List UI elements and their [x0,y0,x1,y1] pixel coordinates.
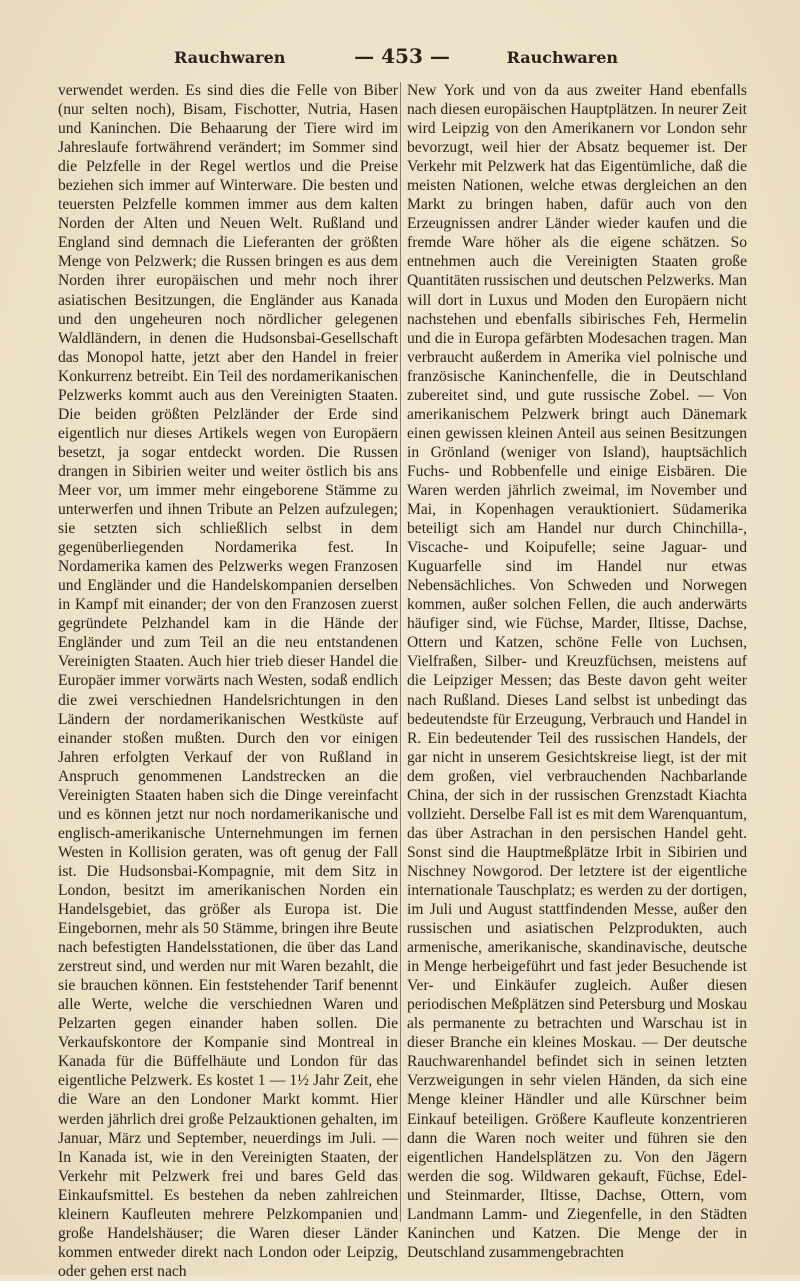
column-divider [400,82,401,1222]
running-header [52,44,748,70]
left-column-text: verwendet werden. Es sind dies die Felle von Biber (nur selten noch), Bisam, Fischotter, Nutria, Hasen und Kaninchen. Die Behaarung der Tiere wird im Jahreslaufe fortwährend verändert; im Sommer sind die Pelzfelle in der Regel wertlos und die Preise beziehen sich immer auf Winterware. Die besten und teuersten Pelzfelle kommen immer aus dem kalten Norden der Alten und Neuen Welt. Rußland und England sind demnach die Lieferanten der größten Menge von Pelzwerk; die Russen bringen es aus dem Norden ihrer europäischen und mehr noch ihrer asiatischen Besitzungen, die Engländer aus Kanada und den ungeheuren noch nördlicher gelegenen Waldländern, in denen die Hudsonsbai-Gesellschaft das Monopol hatte, jetzt aber den Handel in freier Konkurrenz betreibt. Ein Teil des nordamerikanischen Pelzwerks kommt auch aus den Vereinigten Staaten. Die beiden größten Pelzländer der Erde sind eigentlich nur dieses Artikels wegen von Europäern besetzt, ja sogar entdeckt worden. Die Russen drangen in Sibirien weiter und weiter östlich bis ans Meer vor, um immer mehr eingeborene Stämme zu unterwerfen und ihnen Tribute an Pelzen aufzulegen; sie setzten sich schließlich selbst in dem gegenüberliegenden Nordamerika fest. In Nordamerika kamen des Pelzwerks wegen Franzosen und Engländer und die Handelskompanien derselben in Kampf mit einander; der von den Franzosen zuerst gegründete Pelzhandel kam in die Hände der Engländer und zum Teil an die neu entstandenen Vereinigten Staaten. Auch hier trieb dieser Handel die Europäer immer vorwärts nach Westen, sodaß endlich die zwei verschiednen Handelsrichtungen in den Ländern der nordamerikanischen Westküste auf einander stoßen mußten. Durch den vor einigen Jahren erfolgten Verkauf der von Rußland in Anspruch genommenen Landstrecken an die Vereinigten Staaten haben sich die Dinge vereinfacht und es können jetzt nur noch nordamerikanische und englisch-amerikanische Unternehmungen im fernen Westen in Kollision geraten, was oft genug der Fall ist. Die Hudsonsbai-Kompagnie, mit dem Sitz in London, besitzt im amerikanischen Norden ein Handelsgebiet, das größer als Europa ist. Die Eingebornen, mehr als 50 Stämme, bringen ihre Beute nach befestigten Handelsstationen, die über das Land zerstreut sind, und werden nur mit Waren bezahlt, die sie brauchen können. Ein feststehender Tarif benennt alle Werte, welche die verschiednen Waren und Pelzarten gegen einander haben sollen. Die Verkaufskontore der Kompanie sind Montreal in Kanada für die Büffelhäute und London für das eigentliche Pelzwerk. Es kostet 1 — 1½ Jahr Zeit, ehe die Ware an den Londoner Markt kommt. Hier werden jährlich drei große Pelzauktionen gehalten, im Januar, März und September, neuerdings im Juli. — In Kanada ist, wie in den Vereinigten Staaten, der Verkehr mit Pelzwerk frei und bares Geld das Einkaufsmittel. Es bestehen da neben zahlreichen kleinern Kaufleuten mehrere Pelzkompanien und große Handelshäuser; die Waren dieser Länder kommen entweder direkt nach London oder Leipzig, oder gehen erst nach [58,82,398,1280]
header-right-title: Rauchwaren [506,48,618,67]
page-number: — 453 — [354,44,450,68]
right-column-text: New York und von da aus zweiter Hand ebenfalls nach diesen europäischen Hauptplätzen. In neurer Zeit wird Leipzig von den Amerikanern vor London sehr bevorzugt, weil hier der Absatz bequemer ist. Der Verkehr mit Pelzwerk hat das Eigentümliche, daß die meisten Nationen, welche etwas dergleichen an den Markt zu bringen haben, dafür auch von den Erzeugnissen andrer Länder wieder kaufen und die fremde Ware höher als die eigene schätzen. So entnehmen auch die Vereinigten Staaten große Quantitäten russischen und deutschen Pelzwerks. Man will dort in Luxus und Moden den Europäern nicht nachstehen und ebenfalls sibirisches Feh, Hermelin und die in Europa gefärbten Modesachen tragen. Man verbraucht außerdem in Amerika viel polnische und französische Kaninchenfelle, die in Deutschland zubereitet sind, und gute russische Zobel. — Von amerikanischem Pelzwerk bringt auch Dänemark einen gewissen kleinen Anteil aus seinen Besitzungen in Grönland (weniger von Island), hauptsächlich Fuchs- und Robbenfelle und einige Eisbären. Die Waren werden jährlich zweimal, im November und Mai, in Kopenhagen verauktioniert. Südamerika beteiligt sich am Handel nur durch Chinchilla-, Viscache- und Koipufelle; seine Jaguar- und Kuguarfelle sind im Handel nur etwas Nebensächliches. Von Schweden und Norwegen kommen, außer solchen Fellen, die auch anderwärts häufiger sind, wie Füchse, Marder, Iltisse, Dachse, Ottern und Katzen, schöne Felle von Luchsen, Vielfraßen, Silber- und Kreuzfüchsen, meistens auf die Leipziger Messen; das Beste davon geht weiter nach Rußland. Dieses Land selbst ist unbedingt das bedeutendste für Erzeugung, Verbrauch und Handel in R. Ein bedeutender Teil des russischen Handels, der gar nicht in unserem Gesichtskreise liegt, ist der mit dem großen, viel verbrauchenden Nachbarlande China, der sich in der russischen Grenzstadt Kiachta vollzieht. Derselbe Fall ist es mit dem Warenquantum, das über Astrachan in den persischen Handel geht. Sonst sind die Hauptmeßplätze Irbit in Sibirien und Nischney Nowgorod. Der letztere ist der eigentliche internationale Tauschplatz; es werden zu der dortigen, im Juli und August stattfindenden Messe, außer den russischen und asiatischen Pelzprodukten, auch armenische, amerikanische, skandinavische, deutsche in Menge herbeigeführt und fast jeder Besuchende ist Ver- und Einkäufer zugleich. Außer diesen periodischen Meßplätzen sind Petersburg und Moskau als permanente zu betrachten und Warschau ist in dieser Branche ein kleines Moskau. — Der deutsche Rauchwarenhandel befindet sich in seinen letzten Verzweigungen in sehr vielen Händen, da sich eine Menge kleiner Händler und alle Kürschner beim Einkauf beteiligen. Größere Kaufleute konzentrieren dann die Waren noch weiter und führen sie den eigentlichen Handelsplätzen zu. Von den Jägern werden die sog. Wildwaren gekauft, Füchse, Edel- und Steinmarder, Iltisse, Dachse, Ottern, vom Landmann Lamm- und Ziegenfelle, in den Städten Kaninchen und Katzen. Die Menge der in Deutschland zusammengebrachten [407,82,747,1261]
header-left-title: Rauchwaren [174,48,286,67]
left-column [58,81,398,1281]
right-column [407,81,747,1262]
